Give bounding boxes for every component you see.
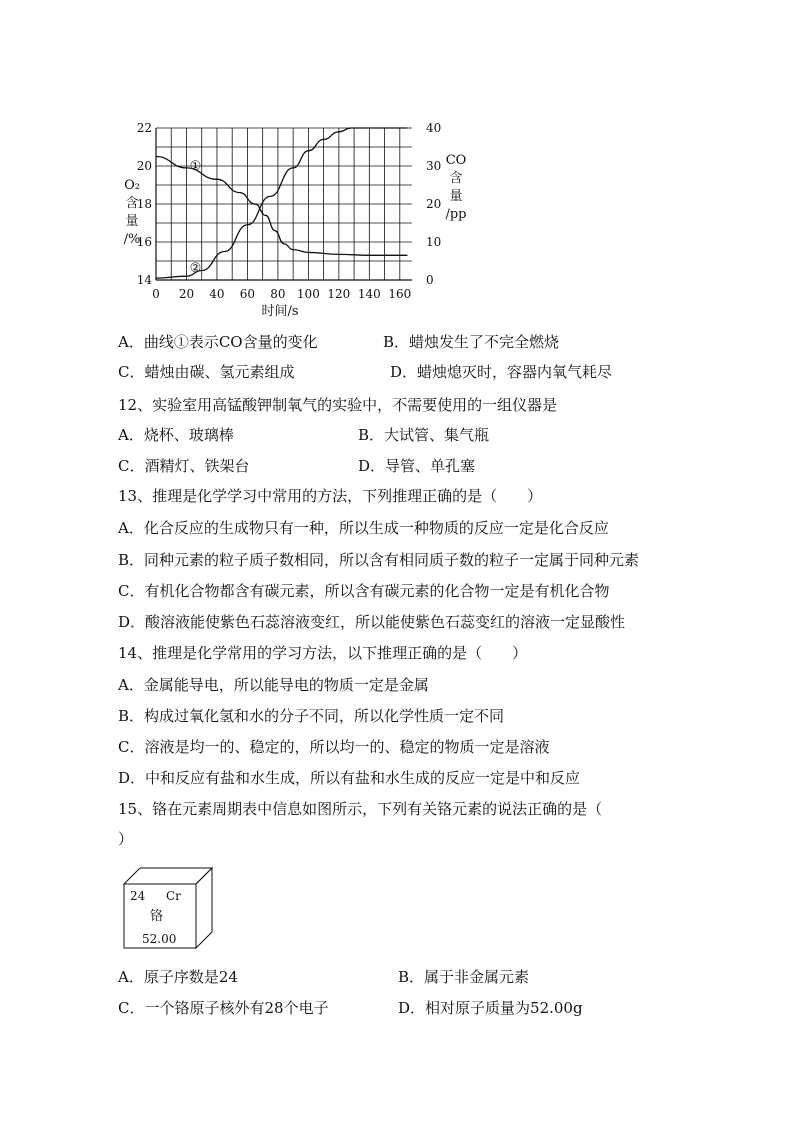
x-axis-label: 时间/s <box>261 304 299 319</box>
q13-option-a: A．化合反应的生成物只有一种，所以生成一种物质的反应一定是化合反应 <box>118 519 609 537</box>
q13-option-d: D．酸溶液能使紫色石蕊溶液变红，所以能使紫色石蕊变红的溶液一定显酸性 <box>118 613 626 631</box>
y-left-tick-label: 18 <box>136 197 152 211</box>
y-right-tick-label: 40 <box>426 121 442 135</box>
chart-ticks <box>137 121 442 301</box>
q15-stem-continued: ） <box>118 830 134 848</box>
left-axis-label-line: O₂ <box>124 178 140 193</box>
q11-option-c: C．蜡烛由碳、氢元素组成 <box>118 363 295 381</box>
x-tick-label: 100 <box>296 287 320 301</box>
y-right-tick-label: 30 <box>426 159 442 173</box>
x-tick-label: 80 <box>270 287 286 301</box>
o2-co-chart <box>120 112 480 322</box>
y-right-tick-label: 20 <box>426 197 442 211</box>
q15-option-a: A．原子序数是24 <box>118 968 238 986</box>
right-axis-label <box>445 153 466 222</box>
chart-grid <box>156 128 412 280</box>
right-axis-label-line: 量 <box>449 189 463 204</box>
q14-option-b: B．构成过氧化氢和水的分子不同，所以化学性质一定不同 <box>118 707 505 725</box>
atomic-number: 24 <box>130 889 146 903</box>
x-tick-label: 120 <box>327 287 351 301</box>
chromium-element-cell <box>120 862 220 954</box>
x-tick-label: 140 <box>357 287 381 301</box>
y-left-tick-label: 14 <box>136 273 152 287</box>
x-tick-label: 160 <box>388 287 412 301</box>
q13-stem: 13、推理是化学学习中常用的方法，下列推理正确的是（ ） <box>118 487 543 505</box>
right-axis-label-line: /pp <box>445 207 467 222</box>
q11-option-b: B．蜡烛发生了不完全燃烧 <box>383 333 560 351</box>
q12-option-d: D．导管、单孔塞 <box>358 457 476 475</box>
q15-option-b: B．属于非金属元素 <box>398 968 530 986</box>
q15-stem: 15、铬在元素周期表中信息如图所示，下列有关铬元素的说法正确的是（ <box>118 800 603 818</box>
curve-marker-1: ① <box>189 158 202 174</box>
element-name: 铬 <box>150 909 164 924</box>
q13-option-b: B．同种元素的粒子质子数相同，所以含有相同质子数的粒子一定属于同种元素 <box>118 551 640 569</box>
q12-option-b: B．大试管、集气瓶 <box>358 426 490 444</box>
curve-marker-2: ② <box>189 261 202 277</box>
q15-option-d: D．相对原子质量为52.00g <box>398 999 583 1017</box>
y-right-tick-label: 10 <box>426 235 442 249</box>
right-axis-label-line: 含 <box>449 171 463 186</box>
x-tick-label: 60 <box>239 287 256 301</box>
q12-option-a: A．烧杯、玻璃棒 <box>118 426 234 444</box>
q11-option-d: D．蜡烛熄灭时，容器内氧气耗尽 <box>390 363 613 381</box>
q14-stem: 14、推理是化学常用的学习方法，以下推理正确的是（ ） <box>118 644 528 662</box>
q11-option-a: A．曲线①表示CO含量的变化 <box>118 333 318 351</box>
element-symbol: Cr <box>166 889 181 903</box>
cell-side-face <box>196 868 212 948</box>
atomic-mass: 52.00 <box>142 932 177 946</box>
q12-stem: 12、实验室用高锰酸钾制氧气的实验中，不需要使用的一组仪器是 <box>118 396 558 414</box>
left-axis-label-line: 含 <box>125 196 139 211</box>
x-tick-label: 20 <box>178 287 195 301</box>
q15-option-c: C．一个铬原子核外有28个电子 <box>118 999 329 1017</box>
y-left-tick-label: 16 <box>136 235 152 249</box>
left-axis-label-line: 量 <box>125 214 139 229</box>
q12-option-c: C．酒精灯、铁架台 <box>118 457 250 475</box>
y-left-tick-label: 22 <box>136 121 152 135</box>
y-left-tick-label: 20 <box>136 159 152 173</box>
left-axis-label-line: /% <box>123 232 141 247</box>
q14-option-a: A．金属能导电，所以能导电的物质一定是金属 <box>118 676 429 694</box>
x-tick-label: 0 <box>152 287 160 301</box>
left-axis-label <box>124 178 141 247</box>
q13-option-c: C．有机化合物都含有碳元素，所以含有碳元素的化合物一定是有机化合物 <box>118 582 610 600</box>
right-axis-label-line: CO <box>445 153 467 168</box>
y-right-tick-label: 0 <box>426 273 434 287</box>
q14-option-d: D．中和反应有盐和水生成，所以有盐和水生成的反应一定是中和反应 <box>118 769 581 787</box>
q14-option-c: C．溶液是均一的、稳定的，所以均一的、稳定的物质一定是溶液 <box>118 738 550 756</box>
x-tick-label: 40 <box>209 287 225 301</box>
